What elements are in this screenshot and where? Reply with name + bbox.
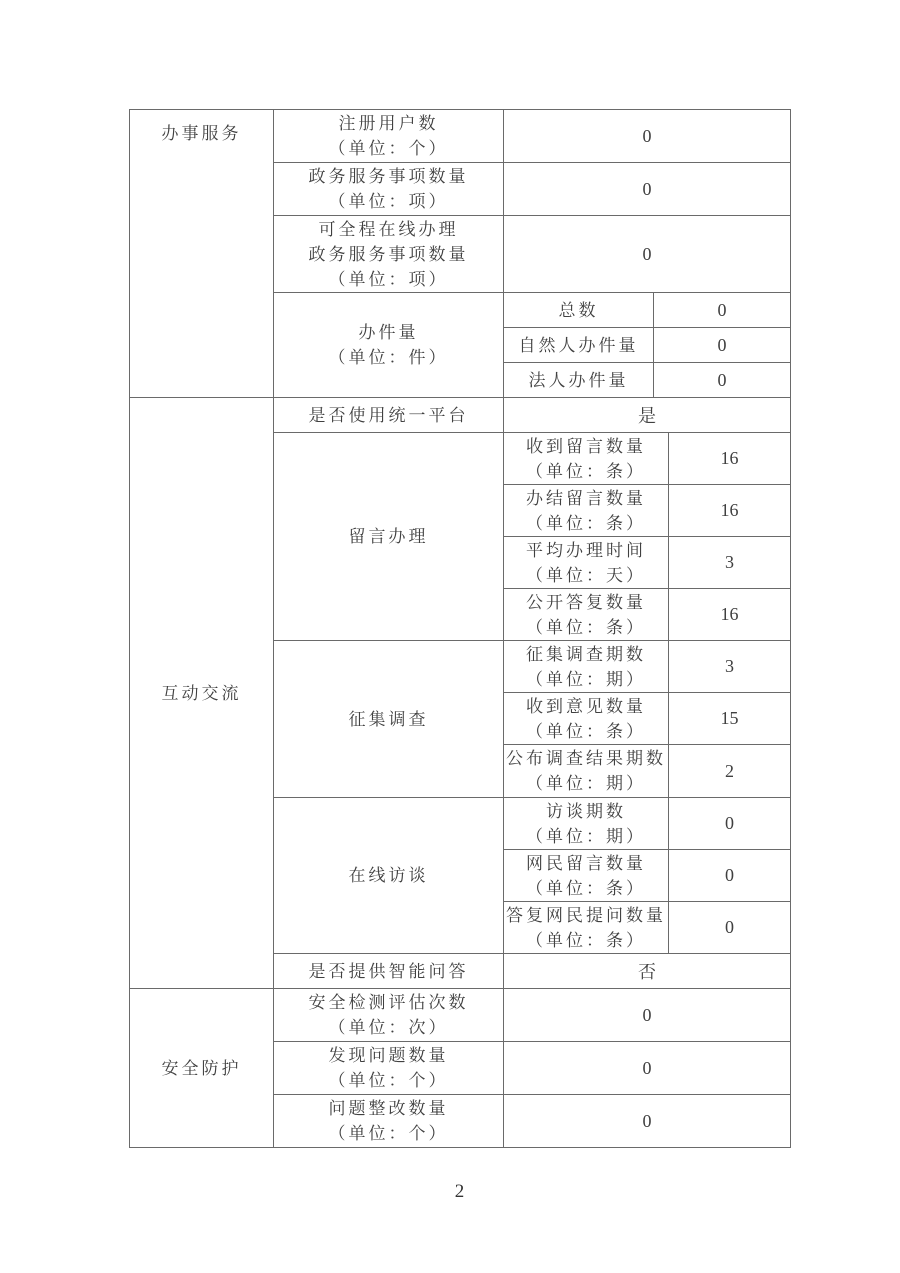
sub-label-line: 公开答复数量 — [526, 592, 646, 612]
sub-unit-line: （单位：期） — [526, 774, 646, 793]
sub-label-line: 征集调查期数 — [526, 644, 646, 664]
sub-unit-line: （单位：期） — [526, 826, 646, 846]
table-row — [130, 398, 791, 433]
item-unit-line: （单位：件） — [328, 348, 449, 367]
sub-label-cell — [504, 589, 669, 641]
category-cell-anquan — [130, 989, 274, 1148]
item-label-cell — [274, 110, 504, 163]
value-cell: 是 — [504, 398, 791, 433]
item-label-cell — [274, 1042, 504, 1095]
sub-label-line: 公布调查结果期数 — [506, 749, 666, 768]
sub-label-cell — [504, 537, 669, 589]
sub-unit-line: （单位：条） — [526, 617, 646, 637]
sub-label-line: 总数 — [558, 300, 599, 320]
value-cell: 15 — [669, 693, 791, 745]
item-label-cell — [274, 216, 504, 293]
value-cell: 0 — [654, 363, 791, 398]
sub-label-line: 自然人办件量 — [518, 335, 639, 355]
item-label-line: 在线访谈 — [348, 866, 429, 885]
value-cell: 0 — [504, 989, 791, 1042]
sub-label-cell — [504, 745, 669, 798]
item-unit-line: （单位：项） — [328, 269, 449, 289]
item-label-cell — [274, 398, 504, 433]
value-cell: 3 — [669, 537, 791, 589]
item-label-line: 安全检测评估次数 — [308, 993, 469, 1012]
item-label-line: 问题整改数量 — [328, 1099, 449, 1118]
item-label-line: 发现问题数量 — [328, 1046, 449, 1065]
item-label-line: 政务服务事项数量 — [308, 244, 469, 264]
value-cell: 16 — [669, 589, 791, 641]
category-cell-banshi — [130, 110, 274, 398]
sub-label-cell — [504, 293, 654, 328]
category-label: 安全防护 — [161, 1058, 242, 1078]
sub-label-cell — [504, 693, 669, 745]
sub-label-cell — [504, 328, 654, 363]
value-cell: 0 — [504, 110, 791, 163]
sub-unit-line: （单位：期） — [526, 669, 646, 689]
sub-label-cell — [504, 850, 669, 902]
value-cell: 3 — [669, 641, 791, 693]
category-label: 互动交流 — [161, 683, 242, 703]
sub-label-line: 法人办件量 — [528, 370, 629, 390]
item-label-cell — [274, 293, 504, 398]
sub-label-cell — [504, 902, 669, 954]
sub-unit-line: （单位：条） — [526, 461, 646, 481]
item-label-line: 注册用户数 — [338, 114, 439, 133]
item-label-line: 留言办理 — [348, 527, 429, 546]
value-cell: 16 — [669, 433, 791, 485]
sub-unit-line: （单位：条） — [526, 721, 646, 741]
sub-unit-line: （单位：条） — [526, 930, 646, 950]
page-number: 2 — [454, 1181, 465, 1202]
item-label-cell — [274, 163, 504, 216]
sub-unit-line: （单位：条） — [526, 878, 646, 898]
item-label-cell — [274, 798, 504, 954]
value-cell: 16 — [669, 485, 791, 537]
value-cell: 0 — [669, 850, 791, 902]
item-label-line: 办件量 — [358, 323, 419, 342]
value-cell: 否 — [504, 954, 791, 989]
category-label: 办事服务 — [161, 124, 242, 143]
sub-label-line: 答复网民提问数量 — [506, 905, 666, 925]
value-cell: 0 — [669, 798, 791, 850]
sub-label-line: 办结留言数量 — [526, 488, 646, 508]
item-label-cell — [274, 989, 504, 1042]
sub-label-line: 访谈期数 — [546, 801, 626, 821]
value-cell: 0 — [654, 293, 791, 328]
item-label-line: 是否提供智能问答 — [308, 961, 469, 981]
sub-label-cell — [504, 485, 669, 537]
item-label-cell — [274, 641, 504, 798]
item-label-line: 可全程在线办理 — [318, 219, 459, 239]
item-label-cell — [274, 1095, 504, 1148]
item-label-cell — [274, 954, 504, 989]
sub-label-line: 网民留言数量 — [526, 853, 646, 873]
table-row — [130, 989, 791, 1042]
sub-unit-line: （单位：天） — [526, 565, 646, 585]
sub-unit-line: （单位：条） — [526, 513, 646, 533]
value-cell: 2 — [669, 745, 791, 798]
item-label-cell — [274, 433, 504, 641]
item-unit-line: （单位：项） — [328, 192, 449, 211]
item-unit-line: （单位：个） — [328, 1124, 449, 1143]
value-cell: 0 — [504, 216, 791, 293]
sub-label-line: 平均办理时间 — [526, 540, 646, 560]
value-cell: 0 — [504, 163, 791, 216]
value-cell: 0 — [654, 328, 791, 363]
item-unit-line: （单位：次） — [328, 1018, 449, 1037]
table-row — [130, 110, 791, 163]
value-cell: 0 — [504, 1042, 791, 1095]
item-label-line: 征集调查 — [348, 709, 429, 729]
sub-label-line: 收到留言数量 — [526, 436, 646, 456]
item-unit-line: （单位：个） — [328, 139, 449, 158]
sub-label-cell — [504, 798, 669, 850]
category-cell-hudong — [130, 398, 274, 989]
sub-label-cell — [504, 641, 669, 693]
sub-label-line: 收到意见数量 — [526, 696, 646, 716]
item-label-line: 政务服务事项数量 — [308, 167, 469, 186]
item-label-line: 是否使用统一平台 — [308, 405, 469, 425]
value-cell: 0 — [504, 1095, 791, 1148]
report-table — [129, 109, 791, 1148]
value-cell: 0 — [669, 902, 791, 954]
sub-label-cell — [504, 363, 654, 398]
item-unit-line: （单位：个） — [328, 1071, 449, 1090]
sub-label-cell — [504, 433, 669, 485]
